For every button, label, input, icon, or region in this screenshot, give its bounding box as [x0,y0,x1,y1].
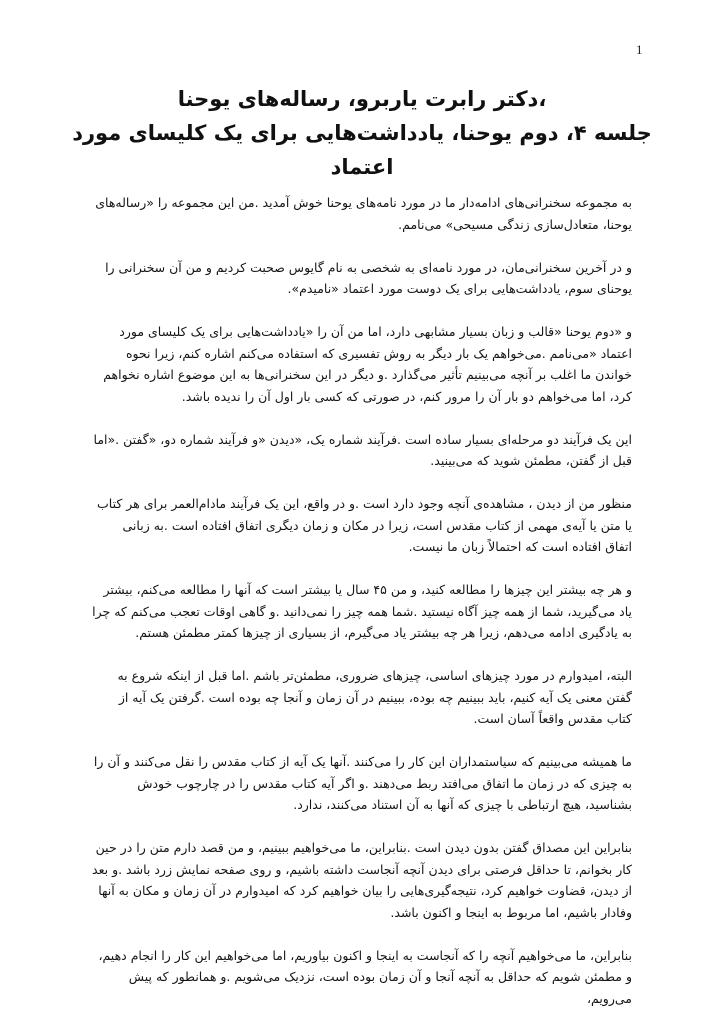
body-paragraph: این یک فرآیند دو مرحله‌ای بسیار ساده است .فرآیند شماره یک، «دیدن «و فرآیند شماره دو، «گفتن .«اما قبل از گفتن، مطمئن شوید که می‌بینید. [93,431,632,468]
body-paragraph: به مجموعه سخنرانی‌های ادامه‌دار ما در مورد نامه‌های یوحنا خوش آمدید .من این مجموعه را «رساله‌های یوحنا، متعادل‌سازی زندگی مسیحی» می‌نامم. [95,195,632,232]
body-paragraph: بنابراین این مصداق گفتن بدون دیدن است .بنابراین، ما می‌خواهیم ببینیم، و من قصد دارم متن را در حین کار بخوانم، تا حداقل فرصتی برای دیدن آنچه آنجاست داشته باشیم، و روی صفحه نمایش زرد باشد .و بعد از دیدن، قضاوت خواهیم کرد، نتیجه‌گیری‌هایی را بیان خواهیم کرد که امیدوارم در آن زمان و مکان به آنها وفادار باشیم، اما مربوط به اینجا و اکنون باشد. [92,840,632,920]
title-line: جلسه ۴، دوم یوحنا، یادداشت‌هایی برای یک کلیسای مورد [72,121,652,145]
body-paragraph: و «دوم یوحنا «قالب و زبان بسیار مشابهی دارد، اما من آن را «یادداشت‌هایی برای یک کلیسای مورد اعتماد «می‌نامم .می‌خواهم یک بار دیگر به روش تفسیری که استفاده می‌کنم اشاره کنم، زیرا نحوه خواندن ما اغلب بر آنچه می‌بینیم تأثیر می‌گذارد .و دیگر در این سخنرانی‌ها به این موضوع اشاره نخواهم کرد، اما می‌خواهم دو بار آن را مرور کنم، در صورتی که کسی بار اول آن را ندیده باشد. [103,324,632,404]
document-title [70,82,654,184]
body-paragraph: و هر چه بیشتر این چیزها را مطالعه کنید، و من ۴۵ سال یا بیشتر است که آنها را مطالعه می‌کنم، بیشتر یاد می‌گیرید، شما از همه چیز آگاه نیستید .شما همه چیز را نمی‌دانید .و گاهی اوقات تعجب می‌کنم که چرا به یادگیری ادامه می‌دهم، زیرا هر چه بیشتر یاد می‌گیرم، از بسیاری از چیزها کمتر مطمئن هستم. [92,582,632,640]
body-paragraph: منظور من از دیدن ، مشاهده‌ی آنچه وجود دارد است .و در واقع، این یک فرآیند مادام‌العمر برای هر کتاب یا متن یا آیه‌ی مهمی از کتاب مقدس است، زیرا در مکان و زمان دیگری اتفاق افتاده است .به زبانی اتفاق افتاده است که احتمالاً زبان ما نیست. [97,496,632,554]
body-paragraph: بنابراین، ما می‌خواهیم آنچه را که آنجاست به اینجا و اکنون بیاوریم، اما می‌خواهیم این کار را انجام دهیم، و مطمئن شویم که حداقل به آنچه آنجا و آن زمان بوده است، نزدیک می‌شویم .و همانطور که پیش می‌رویم، [98,947,632,1006]
title-line: ،دکتر رابرت یاربرو، رساله‌های یوحنا [177,87,547,111]
page-number: 1 [636,42,643,57]
body-paragraph: ما همیشه می‌بینیم که سیاستمداران این کار را می‌کنند .آنها یک آیه از کتاب مقدس را نقل می‌کنند و آن را به چیزی که در زمان ما اتفاق می‌افتد ربط می‌دهند .و اگر آیه کتاب مقدس را در چارچوب خودش بشناسید، هیچ ارتباطی با چیزی که آنها به آن استناد می‌کنند، ندارد. [93,754,632,812]
body-paragraph: البته، امیدوارم در مورد چیزهای اساسی، چیزهای ضروری، مطمئن‌تر باشم .اما قبل از اینکه شروع به گفتن معنی یک آیه کنیم، باید ببینیم چه بوده، ببینیم در آن زمان و آنجا چه بوده است .گرفتن یک آیه از کتاب مقدس واقعاً آسان است. [117,668,632,726]
document-body [92,192,632,1009]
body-paragraph: و در آخرین سخنرانی‌مان، در مورد نامه‌ای به شخصی به نام گایوس صحبت کردیم و من آن سخنرانی را یوحنای سوم، یادداشت‌هایی برای یک دوست مورد اعتماد «نامیدم». [105,259,632,296]
title-line: اعتماد [330,155,394,179]
